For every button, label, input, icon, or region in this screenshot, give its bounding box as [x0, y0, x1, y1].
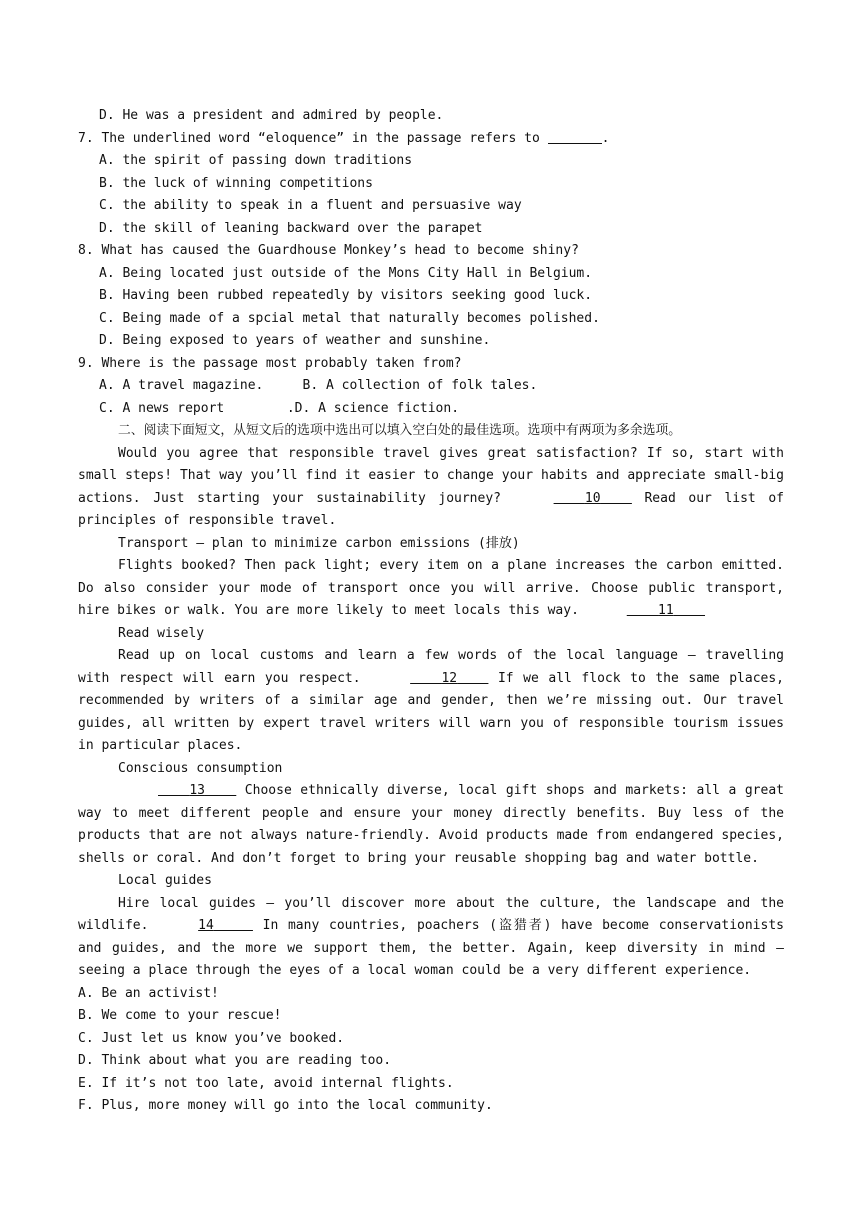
paragraph-consumption: [78, 780, 784, 870]
q7-option-b: B. the luck of winning competitions: [99, 175, 373, 191]
section-2-title: 二、阅读下面短文，从短文后的选项中选出可以填入空白处的最佳选项。选项中有两项为多余选项。: [118, 423, 682, 438]
q9-stem: 9. Where is the passage most probably taken from?: [78, 355, 462, 371]
passage-intro: [78, 443, 784, 533]
intro-text: Would you agree that responsible travel gives great satisfaction? If so, start with small steps! That way you’ll find it easier to change your habits and appreciate small-big actions. Just starting your sustainability journey?: [78, 445, 784, 506]
blank-14: 14: [198, 918, 214, 933]
q7-stem: [78, 128, 784, 151]
q7-option-a: A. the spirit of passing down traditions: [99, 153, 413, 168]
q8-option-a: A. Being located just outside of the Mons City Hall in Belgium.: [99, 265, 593, 281]
q9-options-row1: A. A travel magazine. B. A collection of folk tales.: [99, 378, 538, 393]
blank-10: 10: [584, 490, 601, 506]
read-text-end: If we all flock to the same places, recommended by writers of a similar age and gender, then we’re missing out. Our travel guides, all written by expert travel writers will warn you of responsible tourism issues in particular places.: [78, 670, 785, 753]
q7-stem-end: .: [601, 130, 610, 146]
guides-text-end: In many countries, poachers (盗猎者) have become conservationists and guides, and the more we support them, the better. Again, keep diversity in mind — seeing a place through the eyes of a local woman could be a very different experience.: [78, 918, 784, 978]
q7-option-c: C. the ability to speak in a fluent and persuasive way: [99, 198, 522, 213]
q7-answer-blank: [548, 129, 602, 144]
guides-text: Hire local guides — you’ll discover more about the culture, the landscape and the wildlife.: [78, 895, 784, 933]
blank-13: 13: [189, 783, 205, 798]
read-text: Read up on local customs and learn a few words of the local language — travelling with respect will earn you respect.: [78, 648, 784, 686]
choice-c: C. Just let us know you’ve booked.: [78, 1030, 345, 1046]
heading-transport: Transport — plan to minimize carbon emissions (排放): [118, 535, 520, 551]
q6-option-d: D. He was a president and admired by people.: [99, 108, 444, 123]
choice-f: F. Plus, more money will go into the local community.: [78, 1098, 493, 1113]
paragraph-transport: [78, 555, 784, 623]
q8-stem: 8. What has caused the Guardhouse Monkey’s head to become shiny?: [78, 243, 579, 258]
paragraph-read-wisely: [78, 645, 784, 758]
heading-conscious-consumption: Conscious consumption: [118, 760, 283, 776]
q9-options-row2: C. A news report .D. A science fiction.: [99, 400, 460, 416]
q7-stem-text: 7. The underlined word “eloquence” in the passage refers to: [78, 130, 548, 146]
answer-choices: [78, 983, 784, 1118]
q7-option-d: D. the skill of leaning backward over the parapet: [99, 220, 483, 236]
choice-a: A. Be an activist!: [78, 985, 219, 1001]
blank-12: 12: [441, 670, 458, 686]
transport-text: Flights booked? Then pack light; every item on a plane increases the carbon emitted. Do also consider your mode of transport once you will arrive. Choose public transport, hire bikes or walk. You are more likely to meet locals this way.: [78, 558, 784, 618]
paragraph-local-guides: [78, 893, 784, 983]
q8-option-d: D. Being exposed to years of weather and sunshine.: [99, 333, 491, 348]
q8-option-c: C. Being made of a spcial metal that naturally becomes polished.: [99, 310, 600, 326]
blank-11: 11: [658, 603, 674, 618]
heading-local-guides: Local guides: [118, 873, 212, 888]
intro-text-end: Read our list of principles of responsible travel.: [78, 490, 784, 528]
choice-e: E. If it’s not too late, avoid internal flights.: [78, 1075, 454, 1091]
choice-d: D. Think about what you are reading too.: [78, 1053, 392, 1068]
consumption-text: Choose ethnically diverse, local gift shops and markets: all a great way to meet different people and ensure your money directly benefits. Buy less of the products that are not always nature-friendly. Avoid products made from endangered species, shells or coral. And don’t forget to bring your reusable shopping bag and water bottle.: [78, 783, 784, 866]
choice-b: B. We come to your rescue!: [78, 1008, 282, 1023]
worksheet-page: [78, 105, 784, 1118]
q8-option-b: B. Having been rubbed repeatedly by visitors seeking good luck.: [99, 288, 593, 303]
heading-read-wisely: Read wisely: [118, 625, 205, 641]
